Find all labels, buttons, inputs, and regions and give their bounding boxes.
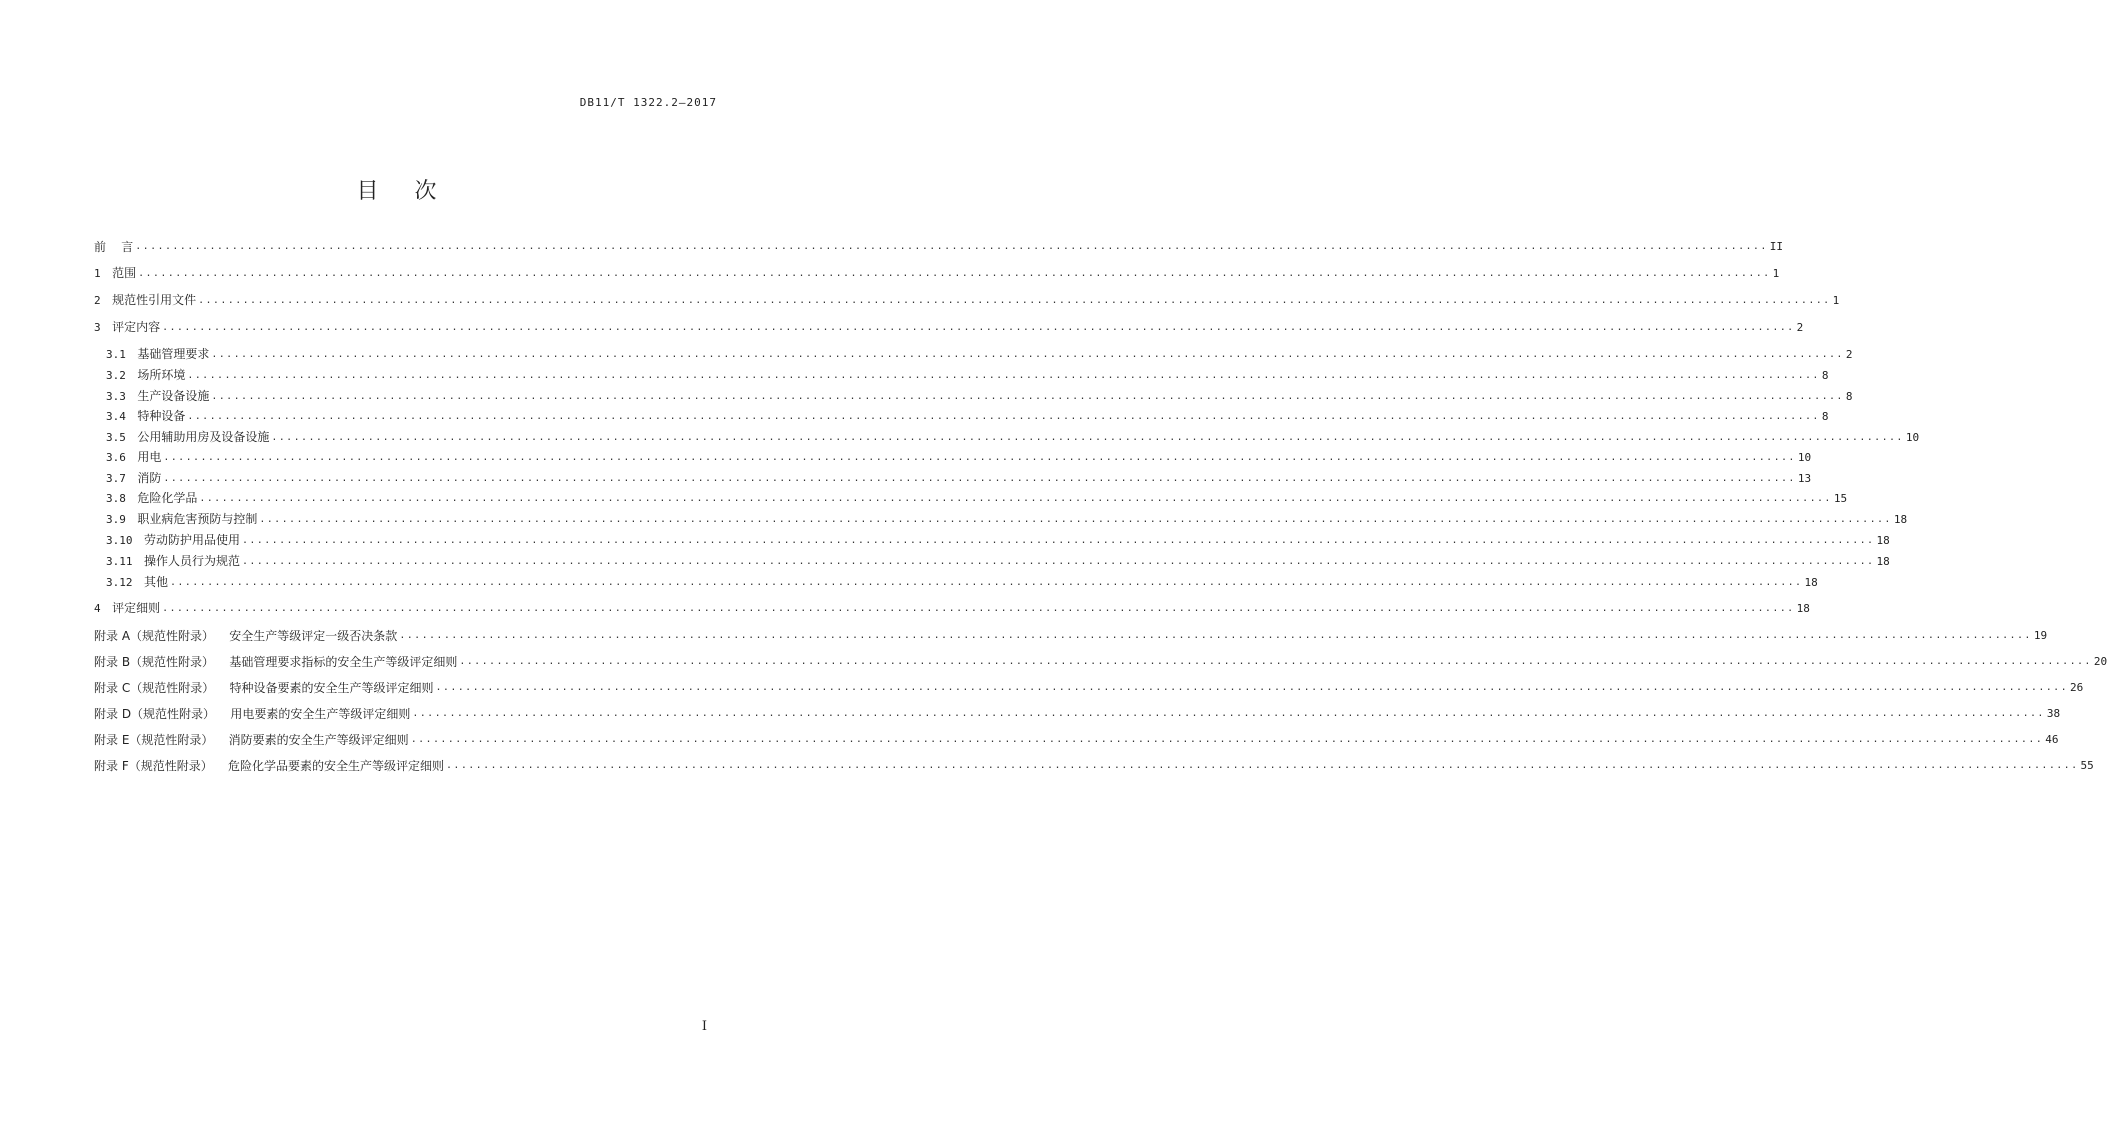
toc-leader-dots: ............................................................................................................................................................................................................................ — [163, 452, 1796, 463]
toc-entry[interactable] — [94, 488, 1848, 506]
toc-entry-page: 18 — [1876, 555, 1890, 568]
toc-entry[interactable] — [94, 427, 1920, 445]
toc-entry-label: 操作人员行为规范 — [143, 554, 240, 568]
toc-entry-label: 规范性引用文件 — [112, 293, 197, 307]
toc-leader-dots: ............................................................................................................................................................................................................................ — [163, 473, 1796, 484]
toc-entry-number: 3.6 — [106, 451, 126, 464]
toc-entry-number: 3.12 — [106, 576, 133, 589]
toc-leader-dots: ............................................................................................................................................................................................................................ — [412, 708, 2045, 719]
page-title: 目次 — [356, 179, 473, 204]
toc-leader-dots: ............................................................................................................................................................................................................................ — [211, 391, 1844, 402]
toc-leader-dots: ............................................................................................................................................................................................................................ — [162, 603, 1795, 614]
toc-entry[interactable] — [94, 344, 1853, 362]
toc-entry-number: 3.10 — [106, 534, 133, 547]
toc-entry[interactable] — [94, 509, 1908, 527]
toc-entry-page: 1 — [1832, 294, 1840, 307]
toc-entry-page: 46 — [2045, 733, 2059, 746]
toc-entry[interactable] — [94, 406, 1829, 424]
toc-entry-number: 3.3 — [106, 390, 126, 403]
toc-entry-page: 13 — [1797, 472, 1812, 485]
toc-entry[interactable] — [94, 677, 2084, 695]
toc-entry-number: 3.7 — [106, 472, 126, 485]
toc-entry-label: 评定细则 — [112, 601, 161, 615]
toc-entry-label: 特种设备要素的安全生产等级评定细则 — [229, 681, 434, 695]
toc-leader-dots: ............................................................................................................................................................................................................................ — [446, 760, 2079, 771]
toc-entry-number: 附录 D（规范性附录） — [94, 707, 216, 721]
toc-entry[interactable] — [94, 263, 1780, 281]
page-folio: I — [701, 1019, 707, 1034]
toc-entry[interactable] — [94, 598, 1810, 616]
toc-leader-dots: ............................................................................................................................................................................................................................ — [138, 268, 1771, 279]
toc-entry-label: 其他 — [143, 575, 168, 589]
toc-entry-page: 18 — [1893, 513, 1908, 526]
toc-entry-number: 3 — [94, 321, 101, 334]
toc-entry-page: 10 — [1905, 431, 1920, 444]
toc-entry-number: 附录 B（规范性附录） — [94, 655, 215, 669]
toc-entry-number: 附录 C（规范性附录） — [94, 681, 215, 695]
standard-number: DB11/T 1322.2—2017 — [579, 96, 717, 109]
toc-entry-label: 前 言 — [94, 240, 134, 254]
toc-entry-label: 范围 — [112, 266, 137, 280]
toc-leader-dots: ............................................................................................................................................................................................................................ — [410, 734, 2044, 745]
toc-entry-number: 3.5 — [106, 431, 126, 444]
toc-leader-dots: ............................................................................................................................................................................................................................ — [135, 241, 1768, 252]
toc-leader-dots: ............................................................................................................................................................................................................................ — [435, 682, 2068, 693]
toc-entry-label: 公用辅助用房及设备设施 — [137, 430, 270, 444]
toc-entry-number: 附录 E（规范性附录） — [94, 733, 214, 747]
toc-entry-label: 消防 — [137, 471, 162, 485]
toc-entry-page: 8 — [1821, 369, 1829, 382]
toc-entry[interactable] — [94, 236, 1784, 254]
toc-entry[interactable] — [94, 572, 1818, 590]
toc-entry-number: 3.4 — [106, 410, 126, 423]
toc-entry-label: 安全生产等级评定一级否决条款 — [229, 629, 398, 643]
toc-entry-label: 消防要素的安全生产等级评定细则 — [228, 733, 409, 747]
toc-entry-page: 2 — [1796, 321, 1804, 334]
toc-entry[interactable] — [94, 447, 1812, 465]
toc-entry-label: 基础管理要求指标的安全生产等级评定细则 — [229, 655, 458, 669]
toc-entry-page: 19 — [2033, 629, 2048, 642]
toc-entry[interactable] — [94, 386, 1853, 404]
toc-leader-dots: ............................................................................................................................................................................................................................ — [241, 535, 1875, 546]
toc-entry-page: 1 — [1772, 267, 1780, 280]
toc-entry-page: 2 — [1845, 348, 1853, 361]
toc-entry[interactable] — [94, 365, 1829, 383]
toc-entry-page: 26 — [2070, 681, 2084, 694]
toc-leader-dots: ............................................................................................................................................................................................................................ — [259, 514, 1892, 525]
toc-entry[interactable] — [94, 317, 1804, 335]
toc-entry-number: 3.11 — [106, 555, 133, 568]
toc-entry-number: 2 — [94, 294, 101, 307]
toc-entry[interactable] — [94, 468, 1812, 486]
toc-entry-page: 18 — [1804, 576, 1818, 589]
toc-entry[interactable] — [94, 625, 2048, 643]
toc-entry-page: 8 — [1821, 410, 1829, 423]
toc-leader-dots: ............................................................................................................................................................................................................................ — [199, 493, 1832, 504]
toc-leader-dots: ............................................................................................................................................................................................................................ — [241, 556, 1875, 567]
toc-entry-label: 场所环境 — [137, 368, 186, 382]
toc-entry-number: 3.8 — [106, 492, 126, 505]
toc-entry-label: 评定内容 — [112, 320, 161, 334]
toc-entry-page: 38 — [2046, 707, 2061, 720]
toc-leader-dots: ............................................................................................................................................................................................................................ — [399, 630, 2032, 641]
toc-entry-number: 3.9 — [106, 513, 126, 526]
toc-leader-dots: ............................................................................................................................................................................................................................ — [187, 370, 1820, 381]
toc-leader-dots: ............................................................................................................................................................................................................................ — [169, 577, 1803, 588]
toc-entry[interactable] — [94, 551, 1890, 569]
toc-entry-label: 用电 — [137, 450, 162, 464]
toc-entry-label: 用电要素的安全生产等级评定细则 — [230, 707, 411, 721]
toc-leader-dots: ............................................................................................................................................................................................................................ — [211, 349, 1844, 360]
toc-entry-page: 8 — [1845, 390, 1853, 403]
toc-entry-number: 3.1 — [106, 348, 126, 361]
toc-entry-page: 18 — [1876, 534, 1890, 547]
toc-entry[interactable] — [94, 755, 2094, 773]
toc-entry-label: 危险化学品 — [137, 491, 198, 505]
toc-entry[interactable] — [94, 651, 2107, 669]
toc-entry-label: 危险化学品要素的安全生产等级评定细则 — [227, 759, 444, 773]
toc-entry-label: 生产设备设施 — [137, 389, 210, 403]
toc-leader-dots: ............................................................................................................................................................................................................................ — [271, 432, 1904, 443]
toc-entry-label: 特种设备 — [137, 409, 186, 423]
toc-entry-page: 15 — [1833, 492, 1848, 505]
toc-leader-dots: ............................................................................................................................................................................................................................ — [162, 322, 1795, 333]
toc-entry-label: 基础管理要求 — [137, 347, 210, 361]
toc-entry[interactable] — [94, 729, 2059, 747]
toc-entry-page: 55 — [2080, 759, 2094, 772]
toc-leader-dots: ............................................................................................................................................................................................................................ — [459, 656, 2092, 667]
toc-entry-number: 1 — [94, 267, 101, 280]
toc-entry-number: 附录 F（规范性附录） — [94, 759, 213, 773]
toc-entry-number: 3.2 — [106, 369, 126, 382]
toc-entry-number: 4 — [94, 602, 101, 615]
toc-entry[interactable] — [94, 290, 1840, 308]
toc-leader-dots: ............................................................................................................................................................................................................................ — [187, 411, 1820, 422]
toc-entry[interactable] — [94, 703, 2061, 721]
toc-entry-label: 劳动防护用品使用 — [143, 533, 240, 547]
toc-entry-page: II — [1769, 240, 1784, 253]
toc-entry-label: 职业病危害预防与控制 — [137, 512, 258, 526]
toc-leader-dots: ............................................................................................................................................................................................................................ — [198, 295, 1831, 306]
toc-entry-number: 附录 A（规范性附录） — [94, 629, 215, 643]
toc-entry[interactable] — [94, 530, 1890, 548]
toc-entry-page: 18 — [1796, 602, 1810, 615]
toc-entry-page: 20 — [2093, 655, 2107, 668]
toc-entry-page: 10 — [1797, 451, 1812, 464]
